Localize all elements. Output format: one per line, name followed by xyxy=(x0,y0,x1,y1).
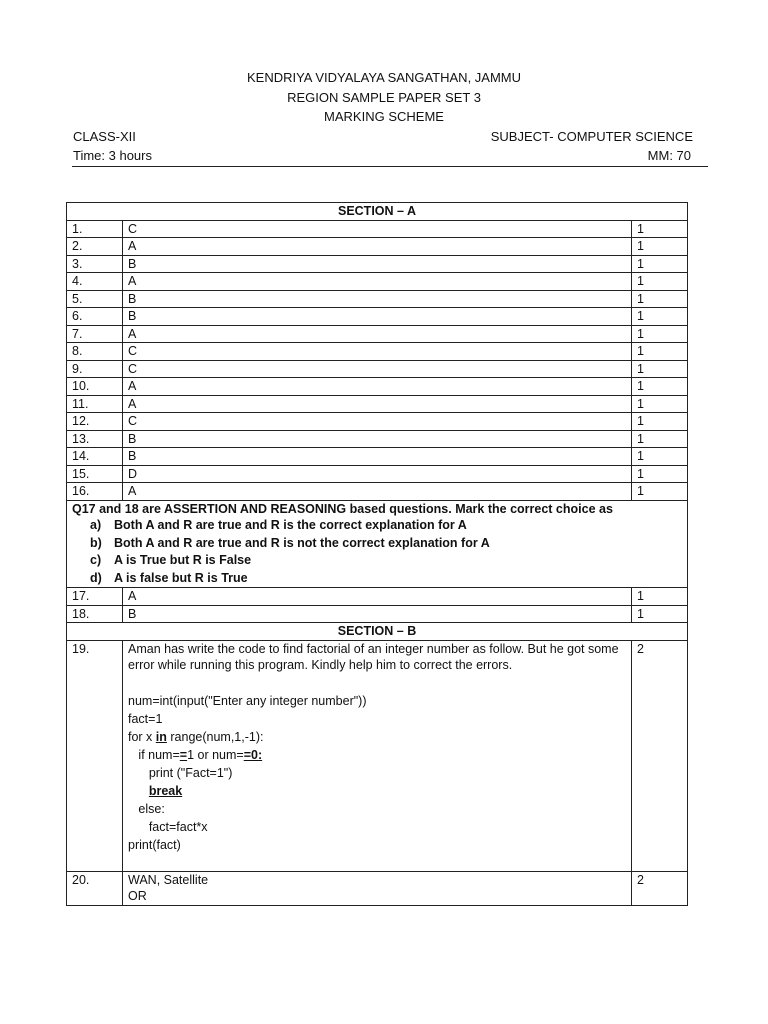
answer-row xyxy=(67,255,688,273)
code-correction: in xyxy=(155,729,167,744)
answer-cell: A xyxy=(123,238,632,256)
question-number: 18. xyxy=(67,605,123,623)
question-19-text: Aman has write the code to find factorial of an integer number as follow. But he got some error while running this program. Kindly help him to correct the errors. xyxy=(128,641,619,672)
code-line: fact=fact*x xyxy=(128,819,208,834)
answer-cell: D xyxy=(123,465,632,483)
answer-row xyxy=(67,343,688,361)
answer-line: OR xyxy=(128,889,147,903)
assertion-option xyxy=(90,535,682,553)
marks-cell: 1 xyxy=(632,413,688,431)
assertion-option xyxy=(90,517,682,535)
answer-cell: B xyxy=(123,448,632,466)
marks-cell: 1 xyxy=(632,290,688,308)
answer-cell: A xyxy=(123,395,632,413)
question-number: 16. xyxy=(67,483,123,501)
question-number: 1. xyxy=(67,220,123,238)
marks-cell: 1 xyxy=(632,430,688,448)
question-number: 2. xyxy=(67,238,123,256)
section-a-title: SECTION – A xyxy=(67,203,688,221)
code-correction: break xyxy=(148,783,183,798)
option-label: c) xyxy=(90,553,102,567)
option-text: Both A and R are true and R is the correct explanation for A xyxy=(114,518,467,532)
answer-cell: B xyxy=(123,255,632,273)
question-number: 12. xyxy=(67,413,123,431)
answer-cell: A xyxy=(123,325,632,343)
marking-scheme-table xyxy=(66,202,688,906)
answer-cell: B xyxy=(123,430,632,448)
paper-title: REGION SAMPLE PAPER SET 3 xyxy=(287,90,481,105)
option-text: Both A and R are true and R is not the correct explanation for A xyxy=(114,535,490,550)
answer-cell: C xyxy=(123,413,632,431)
option-label: b) xyxy=(90,535,102,550)
assertion-reasoning-note-row xyxy=(67,500,688,588)
question-number: 3. xyxy=(67,255,123,273)
answer-row xyxy=(67,290,688,308)
question-number: 7. xyxy=(67,325,123,343)
answer-cell: C xyxy=(123,360,632,378)
question-number: 5. xyxy=(67,290,123,308)
answer-cell: C xyxy=(123,343,632,361)
marks-cell: 1 xyxy=(632,588,688,606)
answer-cell: A xyxy=(123,378,632,396)
answer-row xyxy=(67,395,688,413)
marks-cell: 1 xyxy=(632,325,688,343)
question-20-content xyxy=(123,871,632,905)
answer-row xyxy=(67,483,688,501)
code-segment: range(num,1,-1): xyxy=(166,729,264,744)
answer-cell: C xyxy=(123,220,632,238)
question-number: 13. xyxy=(67,430,123,448)
answer-cell: B xyxy=(123,308,632,326)
answer-row xyxy=(67,220,688,238)
answer-row xyxy=(67,308,688,326)
question-number: 10. xyxy=(67,378,123,396)
option-text: A is True but R is False xyxy=(114,553,252,567)
option-label: d) xyxy=(90,570,102,585)
answer-cell: A xyxy=(123,483,632,501)
answer-row xyxy=(67,448,688,466)
answer-row xyxy=(67,360,688,378)
question-19-content xyxy=(123,640,632,871)
code-line: print(fact) xyxy=(128,837,181,852)
answer-row xyxy=(67,238,688,256)
question-number: 4. xyxy=(67,273,123,291)
question-number: 9. xyxy=(67,360,123,378)
code-segment: 1 or num= xyxy=(187,747,244,762)
answer-row xyxy=(67,378,688,396)
question-number: 14. xyxy=(67,448,123,466)
answer-row xyxy=(67,413,688,431)
answer-row xyxy=(67,273,688,291)
marks-cell: 1 xyxy=(632,255,688,273)
marks-cell: 1 xyxy=(632,378,688,396)
time-label: Time: 3 hours xyxy=(73,148,152,163)
marks-cell: 1 xyxy=(632,465,688,483)
code-line: fact=1 xyxy=(128,711,163,726)
header-divider xyxy=(72,166,708,167)
question-number: 11. xyxy=(67,395,123,413)
question-number: 17. xyxy=(67,588,123,606)
code-line: print ("Fact=1") xyxy=(128,765,233,780)
section-a-header-row xyxy=(67,203,688,221)
code-line xyxy=(128,728,626,746)
code-correction: = xyxy=(179,747,188,762)
option-text: A is false but R is True xyxy=(114,570,248,585)
marks-cell: 1 xyxy=(632,448,688,466)
question-number: 15. xyxy=(67,465,123,483)
assertion-options xyxy=(72,517,682,587)
question-19-row xyxy=(67,640,688,871)
class-label: CLASS-XII xyxy=(73,129,136,144)
section-b-title: SECTION – B xyxy=(67,623,688,641)
answer-cell: B xyxy=(123,290,632,308)
marks-cell: 1 xyxy=(632,605,688,623)
organization-title: KENDRIYA VIDYALAYA SANGATHAN, JAMMU xyxy=(246,70,522,85)
marks-cell: 1 xyxy=(632,273,688,291)
answer-row xyxy=(67,430,688,448)
max-marks-label: MM: 70 xyxy=(647,148,691,163)
marks-cell: 2 xyxy=(632,640,688,871)
code-line xyxy=(128,746,626,764)
option-label: a) xyxy=(90,518,102,532)
code-segment: if num= xyxy=(128,747,180,762)
document-type-title: MARKING SCHEME xyxy=(324,109,444,124)
marks-cell: 1 xyxy=(632,395,688,413)
answer-row xyxy=(67,325,688,343)
marks-cell: 1 xyxy=(632,220,688,238)
answer-line: WAN, Satellite xyxy=(128,872,209,887)
answer-row xyxy=(67,588,688,606)
marks-cell: 1 xyxy=(632,308,688,326)
code-line: else: xyxy=(128,801,165,816)
code-correction: =0: xyxy=(243,747,263,762)
assertion-option xyxy=(90,570,682,588)
marks-cell: 2 xyxy=(632,871,688,905)
answer-row xyxy=(67,605,688,623)
section-b-header-row xyxy=(67,623,688,641)
assertion-reasoning-note xyxy=(67,500,688,588)
question-number: 20. xyxy=(67,871,123,905)
assertion-intro: Q17 and 18 are ASSERTION AND REASONING based questions. Mark the correct choice as xyxy=(72,501,613,516)
answer-cell: A xyxy=(123,588,632,606)
question-number: 19. xyxy=(67,640,123,871)
answer-row xyxy=(67,465,688,483)
question-number: 6. xyxy=(67,308,123,326)
code-segment: for x xyxy=(128,729,156,744)
code-line xyxy=(128,782,626,800)
question-20-row xyxy=(67,871,688,905)
marks-cell: 1 xyxy=(632,238,688,256)
marks-cell: 1 xyxy=(632,343,688,361)
subject-label: SUBJECT- COMPUTER SCIENCE xyxy=(490,129,693,144)
code-line: num=int(input("Enter any integer number")) xyxy=(128,693,367,708)
answer-cell: A xyxy=(123,273,632,291)
marks-cell: 1 xyxy=(632,360,688,378)
answer-cell: B xyxy=(123,605,632,623)
question-number: 8. xyxy=(67,343,123,361)
assertion-option xyxy=(90,552,682,570)
marks-cell: 1 xyxy=(632,483,688,501)
code-block xyxy=(128,692,626,854)
